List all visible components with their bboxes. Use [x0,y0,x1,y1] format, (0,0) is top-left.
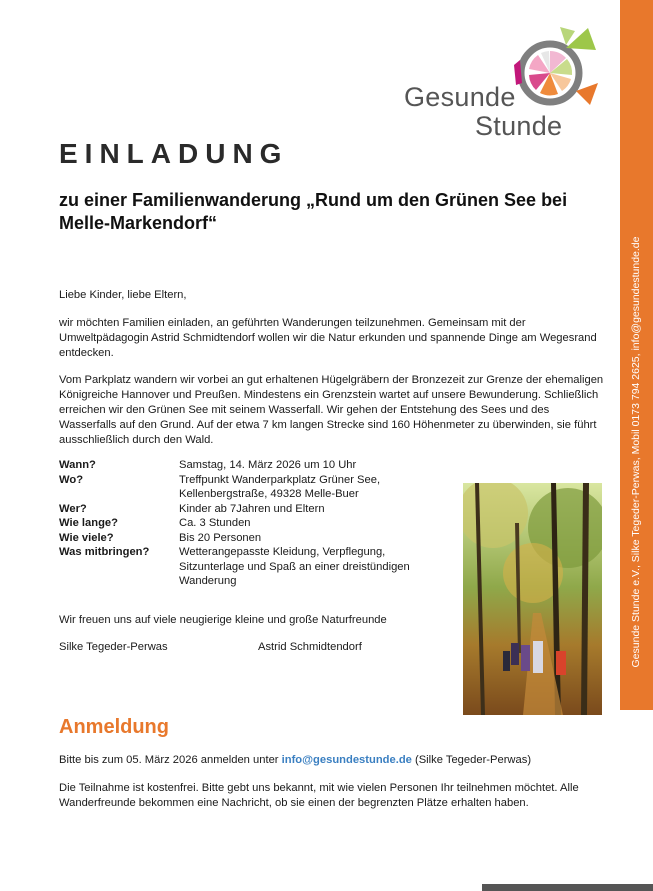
detail-label: Wie lange? [59,517,118,529]
logo-word-gesunde: Gesunde [404,82,516,112]
detail-value: Samstag, 14. März 2026 um 10 Uhr [179,459,357,471]
event-details [59,458,449,589]
detail-label: Wo? [59,473,84,486]
detail-row-count [59,531,449,546]
registration-text-after: (Silke Tegeder-Perwas) [411,754,532,766]
detail-label: Was mitbringen? [59,546,150,558]
registration-text-before: Bitte bis zum 05. März 2026 anmelden unter [59,754,282,766]
signature-astrid: Astrid Schmidtendorf [258,641,362,653]
intro-paragraph: wir möchten Familien einladen, an geführten Wanderungen teilzunehmen. Gemeinsam mit der Umweltpädagogin Astrid Schmidtendorf wollen wir die Natur erkunden und spannende Dinge am Wegesrand entdecken. [59,317,597,359]
email-link[interactable]: info@gesundestunde.de [281,754,412,766]
detail-label: Wie viele? [59,531,114,544]
logo-word-stunde: Stunde [475,111,563,141]
detail-value: Bis 20 Personen [179,531,262,544]
contact-sidebar [620,0,653,710]
detail-row-who [59,502,449,517]
registration-line [59,753,609,768]
detail-value: Treffpunkt Wanderparkplatz Grüner See, Kellenbergstraße, 49328 Melle-Buer [179,473,381,500]
detail-row-duration [59,516,449,531]
detail-value: Ca. 3 Stunden [179,517,251,529]
registration-heading: Anmeldung [59,716,169,738]
detail-row-where [59,473,449,502]
subtitle: zu einer Familienwanderung „Rund um den Grünen See bei Melle-Markendorf“ [59,190,568,233]
route-paragraph: Vom Parkplatz wandern wir vorbei an gut erhaltenen Hügelgräbern der Bronzezeit zur Grenze der ehemaligen Königreiche Hannover und Preußen. Mindestens ein Grenzstein wartet auf unsere Bewunderung. Schließlich erreichen wir den Grünen See mit seinem Wasserfall. Wir gehen der Entstehung des Sees und des Wasserfalls auf den Grund. Auf der etwa 7 km langen Strecke sind 160 Höhenmeter zu überwinden, sie führt ausschließlich durch den Wald. [59,374,604,446]
signature-silke: Silke Tegeder-Perwas [59,641,168,653]
logo-flower-icon [500,25,605,110]
detail-value: Kinder ab 7Jahren und Eltern [179,502,325,515]
sidebar-contact-text: Gesunde Stunde e.V., Silke Tegeder-Perwas, Mobil 0173 794 2625, info@gesundestunde.de [630,236,642,668]
footer-bar [482,884,653,891]
detail-label: Wann? [59,459,96,471]
logo [400,25,605,140]
closing-text: Wir freuen uns auf viele neugierige kleine und große Naturfreunde [59,614,387,626]
forest-photo [463,483,602,715]
detail-row-when [59,458,449,473]
detail-value: Wetterangepasste Kleidung, Verpflegung, Sitzunterlage und Spaß an einer dreistündigen Wanderung [179,546,410,587]
detail-row-bring [59,545,449,589]
detail-label: Wer? [59,502,87,515]
greeting: Liebe Kinder, liebe Eltern, [59,289,187,301]
registration-note: Die Teilnahme ist kostenfrei. Bitte gebt uns bekannt, mit wie vielen Personen Ihr teilnehmen möchtet. Alle Wanderfreunde bekommen eine Nachricht, ob sie einen der begrenzten Plätze erhalten haben. [59,782,579,809]
page-title: EINLADUNG [59,138,289,169]
